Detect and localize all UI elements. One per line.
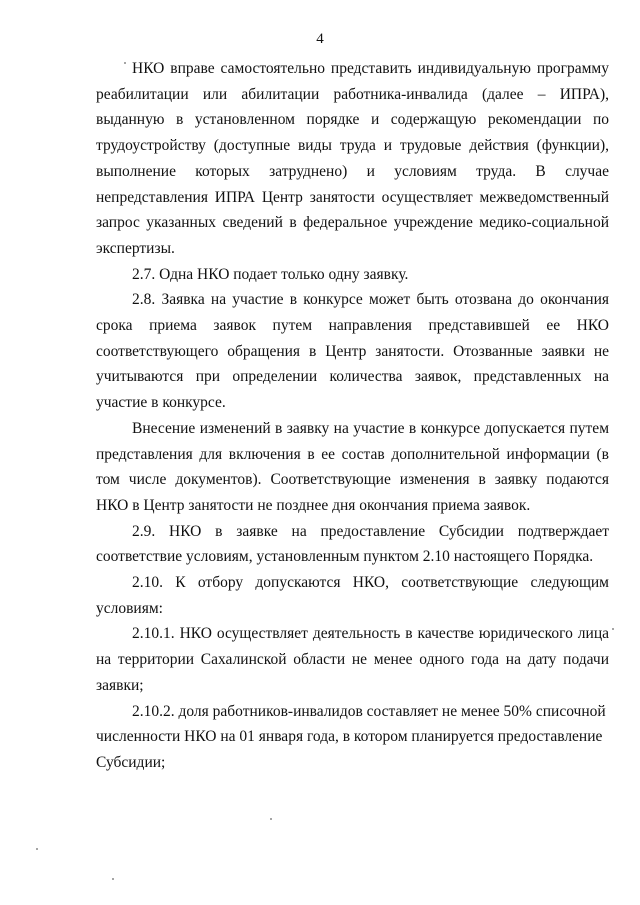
scan-speck: [270, 818, 272, 820]
paragraph-2-7: 2.7. Одна НКО подает только одну заявку.: [132, 265, 409, 283]
paragraph-2-10: 2.10. К отбору допускаются НКО, соответствующие следующим условиям:: [96, 574, 609, 617]
paragraph-2-10-1: 2.10.1. НКО осуществляет деятельность в качестве юридического лица на территории Сахалинской области не менее одного года на дату подачи заявки;: [96, 625, 609, 694]
paragraph-2-9: 2.9. НКО в заявке на предоставление Субсидии подтверждает соответствие условиям, установленным пунктом 2.10 настоящего Порядка.: [96, 522, 609, 566]
paragraph-ipra: НКО вправе самостоятельно представить индивидуальную программу реабилитации или абилитации работника-инвалида (далее – ИПРА), выданную в установленном порядке и содержащую рекомендации по трудоустройству (доступные виды труда и трудовые действия (функции), выполнение которых затруднено) и условиям труда. В случае непредставления ИПРА Центр занятости осуществляет межведомственный запрос указанных сведений в федеральное учреждение медико-социальной экспертизы.: [96, 60, 609, 257]
paragraph-2-10-2: 2.10.2. доля работников-инвалидов составляет не менее 50% списочной численности НКО на 01 января года, в котором планируется предоставление Субсидии;: [96, 702, 606, 771]
scan-speck: [112, 878, 114, 880]
scan-speck: [612, 628, 614, 630]
scan-speck: [36, 848, 38, 850]
paragraph-2-8: 2.8. Заявка на участие в конкурсе может быть отозвана до окончания срока приема заявок путем направления представившей ее НКО соответствующего обращения в Центр занятости. Отозванные заявки не учитываются при определении количества заявок, представленных на участие в конкурсе.: [96, 291, 609, 412]
document-body: [96, 56, 609, 776]
paragraph-amendments: Внесение изменений в заявку на участие в конкурсе допускается путем представления для включения в ее состав дополнительной информации (в том числе документов). Соответствующие изменения в заявку подаются НКО в Центр занятости не позднее дня окончания приема заявок.: [96, 419, 609, 514]
scan-speck: [124, 62, 126, 64]
page-number: 4: [316, 31, 324, 47]
